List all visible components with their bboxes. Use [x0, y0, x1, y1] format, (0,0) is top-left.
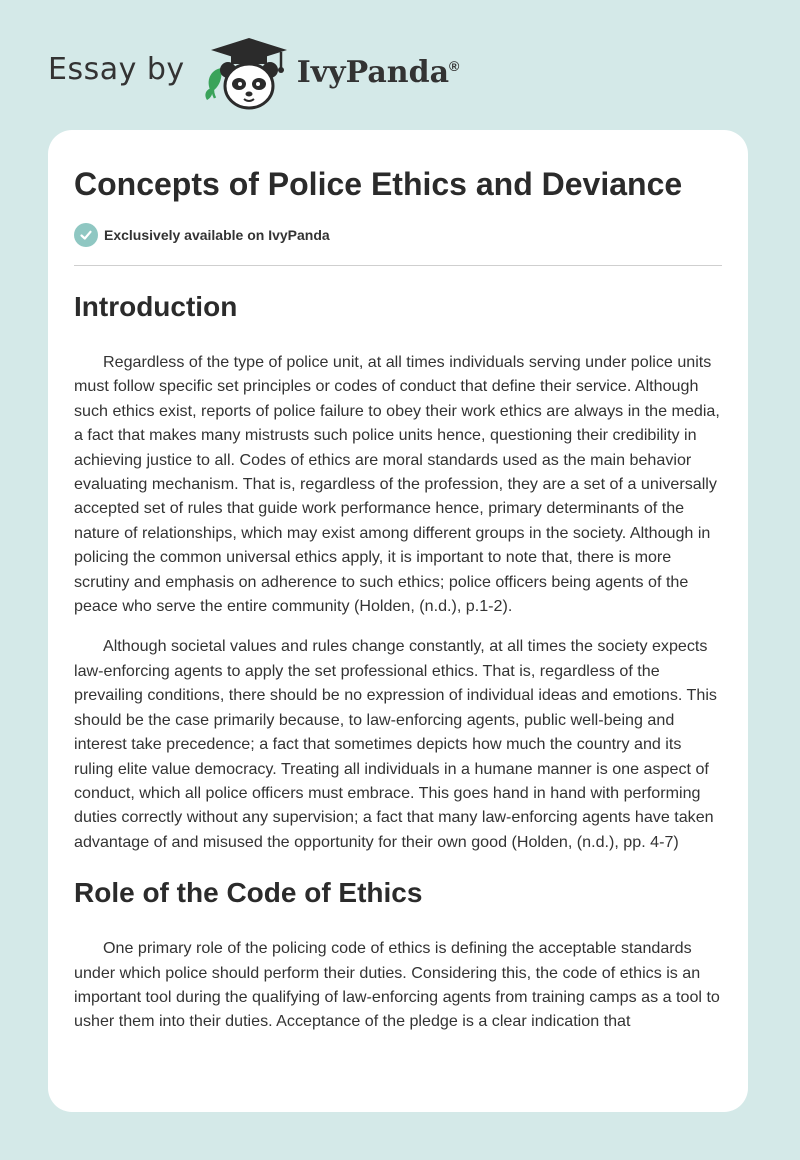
essay-by-label: Essay by [48, 51, 185, 87]
section-heading-role-of-code: Role of the Code of Ethics [74, 877, 423, 909]
exclusive-badge-label: Exclusively available on IvyPanda [104, 227, 330, 243]
article-card [48, 130, 748, 1112]
check-circle-icon [74, 223, 98, 247]
paragraph: Although societal values and rules change constantly, at all times the society expects law-enforcing agents to apply the set professional ethics. That is, regardless of the prevailing conditions, there should be no expression of individual ideas and emotions. This should be the case primarily because, to law-enforcing agents, public well-being and interest take precedence; a fact that sometimes depicts how much the country and its ruling elite value democracy. Treating all individuals in a humane manner is one aspect of conduct, which all police officers must embrace. This goes hand in hand with performing duties correctly without any supervision; a fact that many law-enforcing agents have taken advantage of and misused the opportunity for their own good (Holden, (n.d.), pp. 4-7) [74, 637, 717, 851]
site-header [48, 34, 459, 114]
exclusive-badge [74, 222, 722, 248]
paragraph: One primary role of the policing code of ethics is defining the acceptable standards under which police should perform their duties. Considering this, the code of ethics is an important tool during the qualifying of law-enforcing agents from training camps as a tool to usher them into their duties. Acceptance of the pledge is a clear indication that [74, 939, 720, 1031]
paragraph: Regardless of the type of police unit, at all times individuals serving under police units must follow specific set principles or codes of conduct that define their service. Although such ethics exist, reports of police failure to obey their work ethics are always in the media, a fact that makes many mistrusts such police units hence, questioning their credibility in achieving justice to all. Codes of ethics are moral standards used as the main behavior evaluating mechanism. That is, regardless of the profession, they are a set of a universally accepted set of rules that guide work performance hence, primary determinants of the nature of relationships, which may exist among different groups in the society. Although in policing the common universal ethics apply, it is important to note that, there is more scrutiny and emphasis on adherence to such ethics; police officers being agents of the peace who serve the entire community (Holden, (n.d.), p.1-2). [74, 353, 720, 616]
section-heading-introduction: Introduction [74, 291, 238, 322]
registered-mark: ® [449, 57, 460, 74]
divider [74, 265, 722, 266]
article-title: Concepts of Police Ethics and Deviance [74, 166, 683, 202]
panda-graduate-logo-icon[interactable] [201, 34, 293, 114]
brand-name[interactable]: IvyPanda® [296, 54, 460, 90]
